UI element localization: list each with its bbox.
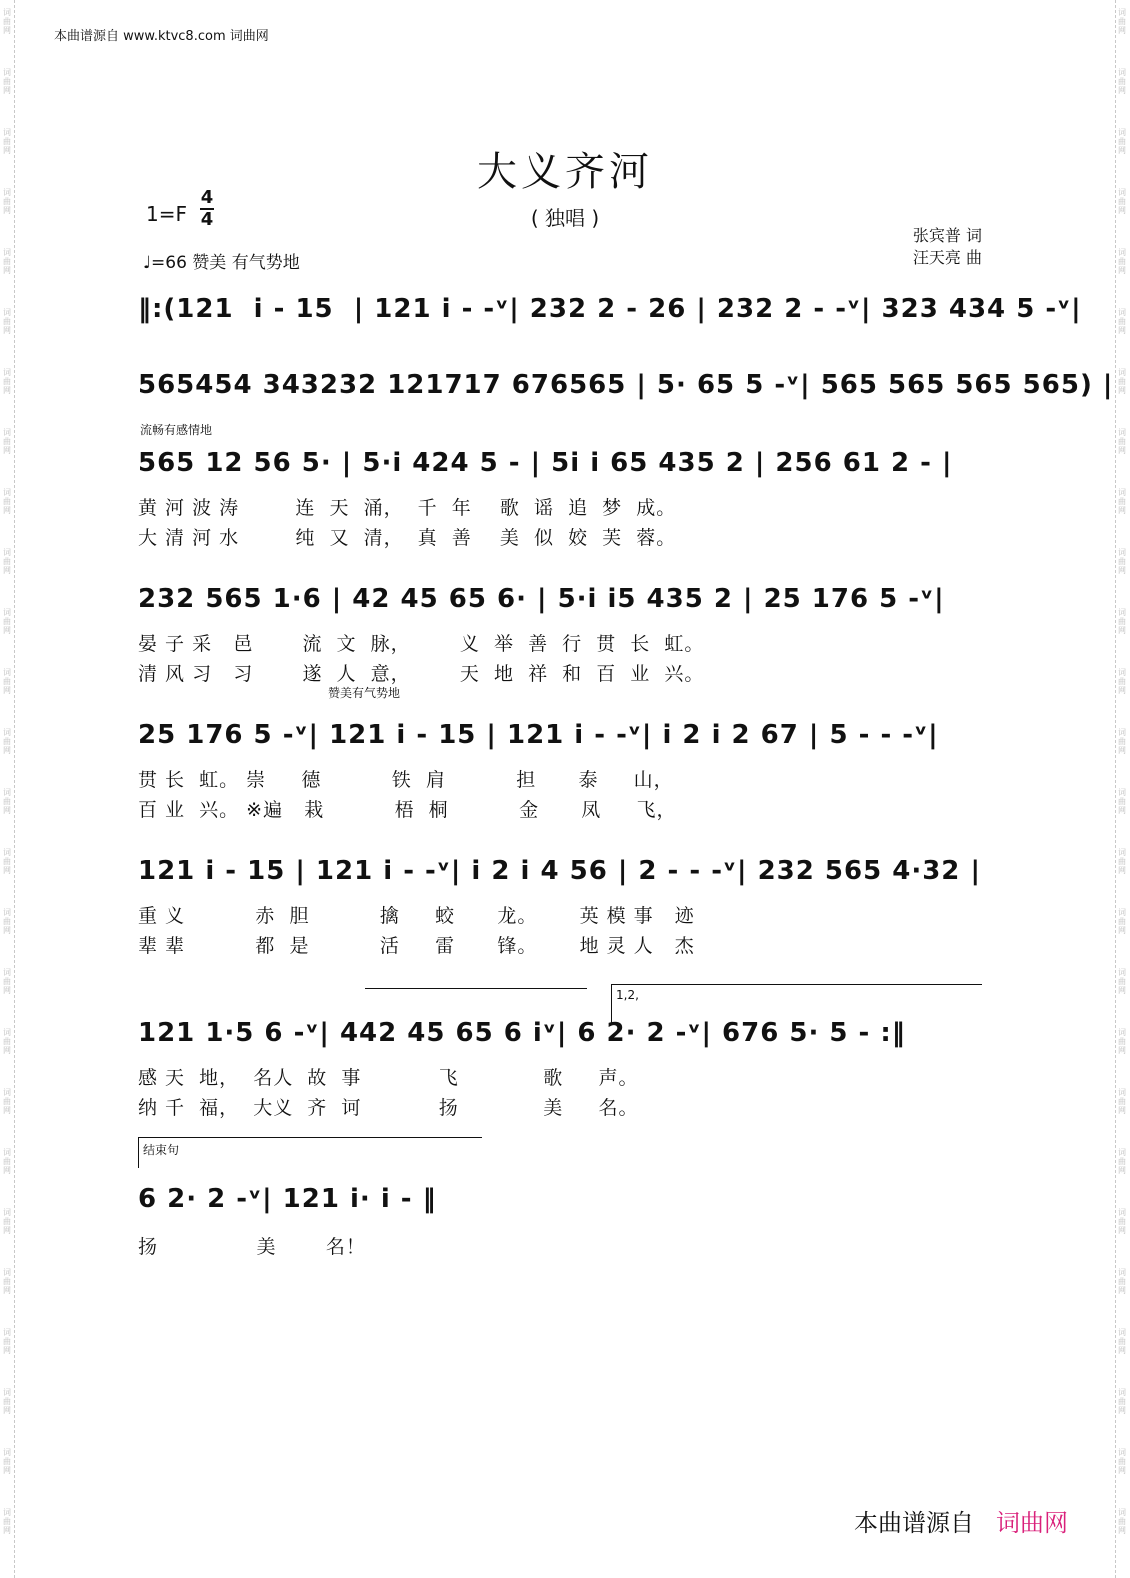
- margin-watermark-text: 词 曲 网: [3, 1388, 11, 1415]
- margin-watermark-text: 词 曲 网: [3, 1328, 11, 1355]
- margin-watermark-text: 词 曲 网: [1118, 1208, 1126, 1235]
- margin-watermark-text: 词 曲 网: [1118, 788, 1126, 815]
- time-top: 4: [200, 187, 214, 208]
- margin-watermark-text: 词 曲 网: [1118, 488, 1126, 515]
- margin-watermark-text: 词 曲 网: [1118, 1028, 1126, 1055]
- margin-watermark-text: 词 曲 网: [3, 1028, 11, 1055]
- margin-watermark-text: 词 曲 网: [3, 1508, 11, 1535]
- margin-watermark-text: 词 曲 网: [3, 128, 11, 155]
- margin-watermark-text: 词 曲 网: [1118, 128, 1126, 155]
- score-line-8: 6 2· 2 -ᵛ| 121 i· i - ‖: [138, 1184, 437, 1214]
- ending-label: 结束句: [143, 1143, 180, 1157]
- margin-watermark-text: 词 曲 网: [3, 68, 11, 95]
- margin-watermark-text: 词 曲 网: [3, 248, 11, 275]
- score-line-2: 565454 343232 121717 676565 | 5· 65 5 -ᵛ| 565 565 565 565) |: [138, 370, 1114, 400]
- credits: [913, 225, 982, 269]
- footer-brand: 词曲网: [996, 1509, 1068, 1537]
- margin-watermark-text: 词 曲 网: [3, 548, 11, 575]
- margin-watermark-text: 词 曲 网: [1118, 368, 1126, 395]
- margin-watermark-text: 词 曲 网: [1118, 428, 1126, 455]
- lyric-line-4a: 晏 子 采 邑 流 文 脉， 义 举 善 行 贯 长 虹。: [138, 633, 705, 655]
- margin-watermark-text: 词 曲 网: [1118, 68, 1126, 95]
- margin-watermark-text: 词 曲 网: [1118, 548, 1126, 575]
- lyric-line-3b: 大 清 河 水 纯 又 清， 真 善 美 似 姣 芙 蓉。: [138, 527, 677, 549]
- footer-prefix: 本曲谱源自: [854, 1509, 974, 1537]
- ending-number: 1,2,: [616, 988, 639, 1002]
- margin-watermark-text: 词 曲 网: [3, 8, 11, 35]
- margin-watermark-text: 词 曲 网: [3, 488, 11, 515]
- score-line-7: 121 1·5 6 -ᵛ| 442 45 65 6 iᵛ| 6 2· 2 -ᵛ| 676 5· 5 - :‖: [138, 1018, 906, 1048]
- lyric-line-3a: 黄 河 波 涛 连 天 涌， 千 年 歌 谣 追 梦 成。: [138, 497, 677, 519]
- score-line-4: 232 565 1·6 | 42 45 65 6· | 5·i i5 435 2 | 25 176 5 -ᵛ|: [138, 584, 945, 614]
- margin-watermark-text: 词 曲 网: [3, 368, 11, 395]
- margin-watermark-text: 词 曲 网: [1118, 1268, 1126, 1295]
- margin-watermark-text: 词 曲 网: [1118, 1448, 1126, 1475]
- composer: 汪天亮 曲: [912, 248, 982, 267]
- margin-watermark-text: 词 曲 网: [1118, 8, 1126, 35]
- margin-watermark-text: 词 曲 网: [3, 668, 11, 695]
- margin-watermark-text: 词 曲 网: [1118, 1328, 1126, 1355]
- margin-watermark-text: 词 曲 网: [3, 608, 11, 635]
- margin-watermark-text: 词 曲 网: [3, 428, 11, 455]
- lyric-line-6a: 重 义 赤 胆 擒 蛟 龙。 英 模 事 迹: [138, 905, 695, 927]
- song-title: 大义齐河: [477, 149, 653, 195]
- slur-line: [365, 988, 587, 989]
- song-subtitle: ( 独唱 ): [530, 206, 600, 230]
- margin-watermark-text: 词 曲 网: [1118, 728, 1126, 755]
- key-signature: 1=F: [146, 202, 187, 226]
- margin-watermark-text: 词 曲 网: [3, 788, 11, 815]
- margin-watermark-text: 词 曲 网: [1118, 908, 1126, 935]
- margin-watermark-text: 词 曲 网: [3, 188, 11, 215]
- ending-bracket-final: [138, 1137, 482, 1168]
- margin-watermark-text: 词 曲 网: [3, 1088, 11, 1115]
- margin-watermark-text: 词 曲 网: [3, 1148, 11, 1175]
- margin-watermark-text: 词 曲 网: [1118, 608, 1126, 635]
- lyric-line-6b: 辈 辈 都 是 活 雷 锋。 地 灵 人 杰: [138, 935, 695, 957]
- lyric-line-7a: 感 天 地， 名人 故 事 飞 歌 声。: [138, 1067, 639, 1089]
- margin-watermark-text: 词 曲 网: [3, 308, 11, 335]
- margin-watermark-text: 词 曲 网: [3, 968, 11, 995]
- lyricist: 张宾普 词: [912, 226, 982, 245]
- margin-watermark-text: 词 曲 网: [1118, 188, 1126, 215]
- margin-watermark-text: 词 曲 网: [3, 728, 11, 755]
- margin-watermark-text: 词 曲 网: [1118, 968, 1126, 995]
- margin-watermark-text: 词 曲 网: [1118, 1388, 1126, 1415]
- margin-watermark-text: 词 曲 网: [1118, 848, 1126, 875]
- margin-watermark-text: 词 曲 网: [1118, 248, 1126, 275]
- margin-watermark-text: 词 曲 网: [1118, 1508, 1126, 1535]
- lyric-line-5a: 贯 长 虹。 崇 德 铁 肩 担 泰 山，: [138, 769, 674, 791]
- margin-watermark-text: 词 曲 网: [1118, 308, 1126, 335]
- margin-watermark-text: 词 曲 网: [3, 1268, 11, 1295]
- margin-watermark-text: 词 曲 网: [3, 1208, 11, 1235]
- margin-watermark-text: 词 曲 网: [3, 1448, 11, 1475]
- time-bottom: 4: [200, 209, 214, 230]
- margin-watermark-text: 词 曲 网: [3, 908, 11, 935]
- lyric-line-7b: 纳 千 福， 大义 齐 诃 扬 美 名。: [138, 1097, 639, 1119]
- time-signature: [200, 188, 214, 230]
- source-line: 本曲谱源自 www.ktvc8.com 词曲网: [54, 29, 269, 44]
- lyric-line-8: 扬 美 名！: [138, 1236, 366, 1258]
- expression-mark: 流畅有感情地: [140, 423, 213, 437]
- score-line-6: 121 i - 15 | 121 i - -ᵛ| i 2 i 4 56 | 2 - - -ᵛ| 232 565 4·32 |: [138, 856, 981, 886]
- lyric-line-4b: 清 风 习 习 遂 人 意， 天 地 祥 和 百 业 兴。: [138, 663, 705, 685]
- lyric-line-5b: 百 业 兴。 ※遍 栽 梧 桐 金 凤 飞，: [138, 799, 677, 821]
- margin-watermark-text: 词 曲 网: [3, 848, 11, 875]
- margin-watermark-text: 词 曲 网: [1118, 668, 1126, 695]
- margin-watermark-text: 词 曲 网: [1118, 1148, 1126, 1175]
- score-line-5: 25 176 5 -ᵛ| 121 i - 15 | 121 i - -ᵛ| i 2 i 2 67 | 5 - - -ᵛ|: [138, 720, 939, 750]
- tempo-marking: ♩=66 赞美 有气势地: [143, 253, 300, 273]
- footer-source: [854, 1503, 1068, 1538]
- expression-mark: 赞美有气势地: [328, 686, 401, 700]
- score-line-1: ‖:(121 i - 15 | 121 i - -ᵛ| 232 2 - 26 | 232 2 - -ᵛ| 323 434 5 -ᵛ|: [138, 294, 1082, 324]
- score-line-3: 565 12 56 5· | 5·i 424 5 - | 5i i 65 435 2 | 256 61 2 - |: [138, 448, 953, 478]
- margin-watermark-text: 词 曲 网: [1118, 1088, 1126, 1115]
